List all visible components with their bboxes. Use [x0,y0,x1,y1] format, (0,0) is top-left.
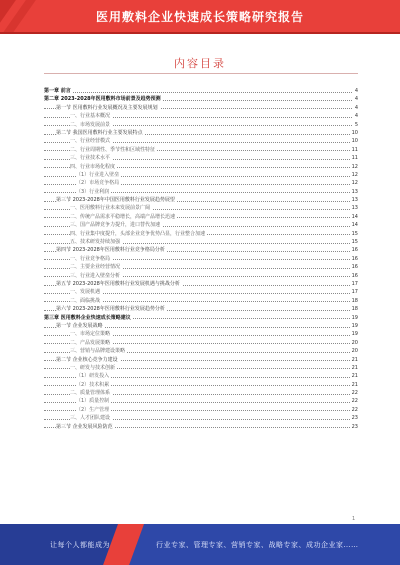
toc-entry-title: 第五节 2023-2028年医用敷料行业发展机遇与挑战分析 [56,280,180,287]
toc-entry-title: （1）行业进入壁垒 [76,171,120,178]
toc-entry[interactable] [44,423,358,431]
toc-entry-page: 21 [351,364,358,371]
toc-entry-page: 5 [354,121,358,128]
toc-entry-page: 22 [351,398,358,405]
toc-entry[interactable] [44,314,358,322]
toc-entry-title: 第三节 企业发展风险防范 [56,423,113,430]
toc-entry-title: 第一节 企业发展战略 [56,322,103,329]
toc-leader-dots [44,92,352,93]
toc-entry-title: 二、产品发展策略 [70,339,111,346]
toc-entry-title: 二、市场发展前景 [70,121,111,128]
toc-entry-page: 16 [351,255,358,262]
toc-entry-page: 18 [351,306,358,313]
toc-entry-title: 第四节 2023-2028年医用敷料行业竞争格局分析 [56,247,165,254]
toc-entry-title: 一、行业经营模式 [70,138,111,145]
report-title: 医用敷料企业快速成长策略研究报告 [96,10,305,24]
toc-entry-page: 10 [351,129,358,136]
toc-entry[interactable] [44,171,358,179]
toc-entry[interactable] [44,330,358,338]
toc-entry-page: 13 [351,205,358,212]
toc-entry[interactable] [44,280,358,288]
toc-entry-page: 21 [351,373,358,380]
toc-entry[interactable] [44,272,358,280]
toc-entry-page: 14 [351,222,358,229]
toc-entry[interactable] [44,389,358,397]
toc-entry[interactable] [44,238,358,246]
footer-slogan-left: 让每个人都能成为 [50,541,110,549]
toc-entry[interactable] [44,288,358,296]
toc-entry-page: 16 [351,272,358,279]
footer-slogan-right: 行业专家、管理专家、营销专家、战略专家、成功企业家…… [156,541,359,549]
toc-entry[interactable] [44,246,358,254]
toc-heading: 内容目录 [174,57,226,70]
toc-entry-title: 二、传统产品需求平稳增长，高端产品增长迅速 [70,213,176,220]
toc-entry[interactable] [44,297,358,305]
toc-entry[interactable] [44,339,358,347]
toc-entry[interactable] [44,255,358,263]
toc-entry-title: 一、发展机遇 [70,289,101,296]
toc-entry-page: 23 [351,415,358,422]
toc-entry-page: 11 [351,155,358,162]
toc-entry[interactable] [44,322,358,330]
toc-entry-title: 二、行业周期性、季节性和区域性特征 [70,146,156,153]
toc-divider [44,73,358,74]
toc-entry[interactable] [44,188,358,196]
toc-entry[interactable] [44,129,358,137]
toc-entry[interactable] [44,163,358,171]
toc-entry-title: 第二节 我国医用敷料行业主要发展特点 [56,129,143,136]
toc-entry[interactable] [44,381,358,389]
toc-entry-page: 19 [351,331,358,338]
toc-entry[interactable] [44,204,358,212]
toc-entry[interactable] [44,406,358,414]
toc-entry-title: 三、营销与品牌建设策略 [70,348,126,355]
footer-banner [0,524,400,565]
header-banner [0,0,400,34]
toc-entry-title: （2）市场竞争格局 [76,180,120,187]
toc-entry[interactable] [44,121,358,129]
toc-entry-page: 20 [351,348,358,355]
toc-entry-page: 21 [351,356,358,363]
page-number: 1 [352,516,356,522]
toc-entry-page: 16 [351,264,358,271]
toc-entry-page: 12 [351,171,358,178]
toc-entry[interactable] [44,87,358,95]
toc-entry[interactable] [44,414,358,422]
toc-entry-page: 19 [351,314,358,321]
toc-entry[interactable] [44,221,358,229]
toc-entry-title: 二、面临挑战 [70,297,101,304]
toc-entry-page: 21 [351,381,358,388]
toc-entry[interactable] [44,196,358,204]
toc-entry[interactable] [44,230,358,238]
toc-entry-page: 4 [354,104,358,111]
header-rule [0,32,400,34]
toc-entry[interactable] [44,154,358,162]
toc-entry[interactable] [44,137,358,145]
toc-entry[interactable] [44,305,358,313]
toc-entry-title: （3）行业利润 [76,188,110,195]
toc-entry[interactable] [44,146,358,154]
toc-entry-page: 22 [351,390,358,397]
toc-entry-page: 18 [351,297,358,304]
toc-entry-title: （1）研发投入 [76,373,110,380]
toc-entry-title: （1）质量控制 [76,398,110,405]
toc-entry-page: 13 [351,197,358,204]
toc-entry-page: 4 [354,96,358,103]
toc-entry-title: 一、市场定位策略 [70,331,111,338]
toc-entry[interactable] [44,263,358,271]
toc-entry-page: 4 [354,113,358,120]
toc-entry-page: 12 [351,180,358,187]
toc-entry[interactable] [44,347,358,355]
toc-entry[interactable] [44,364,358,372]
toc-entry[interactable] [44,356,358,364]
toc-entry-page: 20 [351,339,358,346]
toc-entry-page: 15 [351,230,358,237]
toc-entry-title: 二、主要企业经营情况 [70,264,121,271]
toc-entry-page: 13 [351,188,358,195]
toc-entry-title: 一、行业竞争格局 [70,255,111,262]
toc-entry-title: （2）技术积累 [76,381,110,388]
toc-entry-page: 14 [351,213,358,220]
toc-entry[interactable] [44,372,358,380]
toc-entry-title: 三、行业进入壁垒分析 [70,272,121,279]
toc-entry-title: 第三节 2023-2028年中国医用敷料行业发展趋势展望 [56,197,175,204]
toc-entry-page: 23 [351,423,358,430]
toc-entry-title: 第一节 医用敷料行业发展概况及主要发展规划 [56,104,158,111]
toc-entry-page: 22 [351,406,358,413]
toc-entry-title: 三、人才团队建设 [70,415,111,422]
toc-entry[interactable] [44,179,358,187]
toc-entry-title: 第一章 前言 [44,88,71,94]
toc-entry[interactable] [44,104,358,112]
toc-entry-title: 第二章 2023-2028年医用敷料市场前景及趋势预测 [44,96,161,103]
toc-entry-title: 四、行业市场化程度 [70,163,116,170]
toc-entry[interactable] [44,95,358,103]
toc-entry-title: 四、行业集中度提升，头部企业竞争优势凸显，行业整合加速 [70,230,206,237]
toc-entry-page: 4 [354,88,358,94]
table-of-contents [44,87,358,431]
toc-entry-title: 一、研发与技术创新 [70,364,116,371]
toc-entry-title: 三、国产品牌竞争力提升，进口替代加速 [70,222,161,229]
toc-entry-page: 16 [351,247,358,254]
toc-entry-title: 第六节 2023-2028年医用敷料行业发展趋势分析 [56,306,165,313]
toc-entry[interactable] [44,397,358,405]
toc-entry-page: 17 [351,280,358,287]
toc-entry-page: 11 [351,146,358,153]
toc-entry-title: 一、医用敷料行业未来发展前景广阔 [70,205,151,212]
toc-entry[interactable] [44,112,358,120]
toc-entry-page: 19 [351,322,358,329]
toc-entry-title: 三、行业技术水平 [70,155,111,162]
toc-entry-title: 五、技术研发持续加强 [70,239,121,246]
toc-entry-page: 15 [351,239,358,246]
toc-entry-title: 一、行业基本概况 [70,113,111,120]
toc-entry-title: 二、质量管理体系 [70,390,111,397]
toc-entry-title: 第二节 企业核心竞争力建设 [56,356,118,363]
toc-entry-title: （2）生产管理 [76,406,110,413]
toc-entry-page: 12 [351,163,358,170]
toc-entry-page: 17 [351,289,358,296]
toc-entry[interactable] [44,213,358,221]
toc-entry-title: 第三章 医用敷料企业快速成长策略建议 [44,314,131,321]
toc-entry-page: 10 [351,138,358,145]
